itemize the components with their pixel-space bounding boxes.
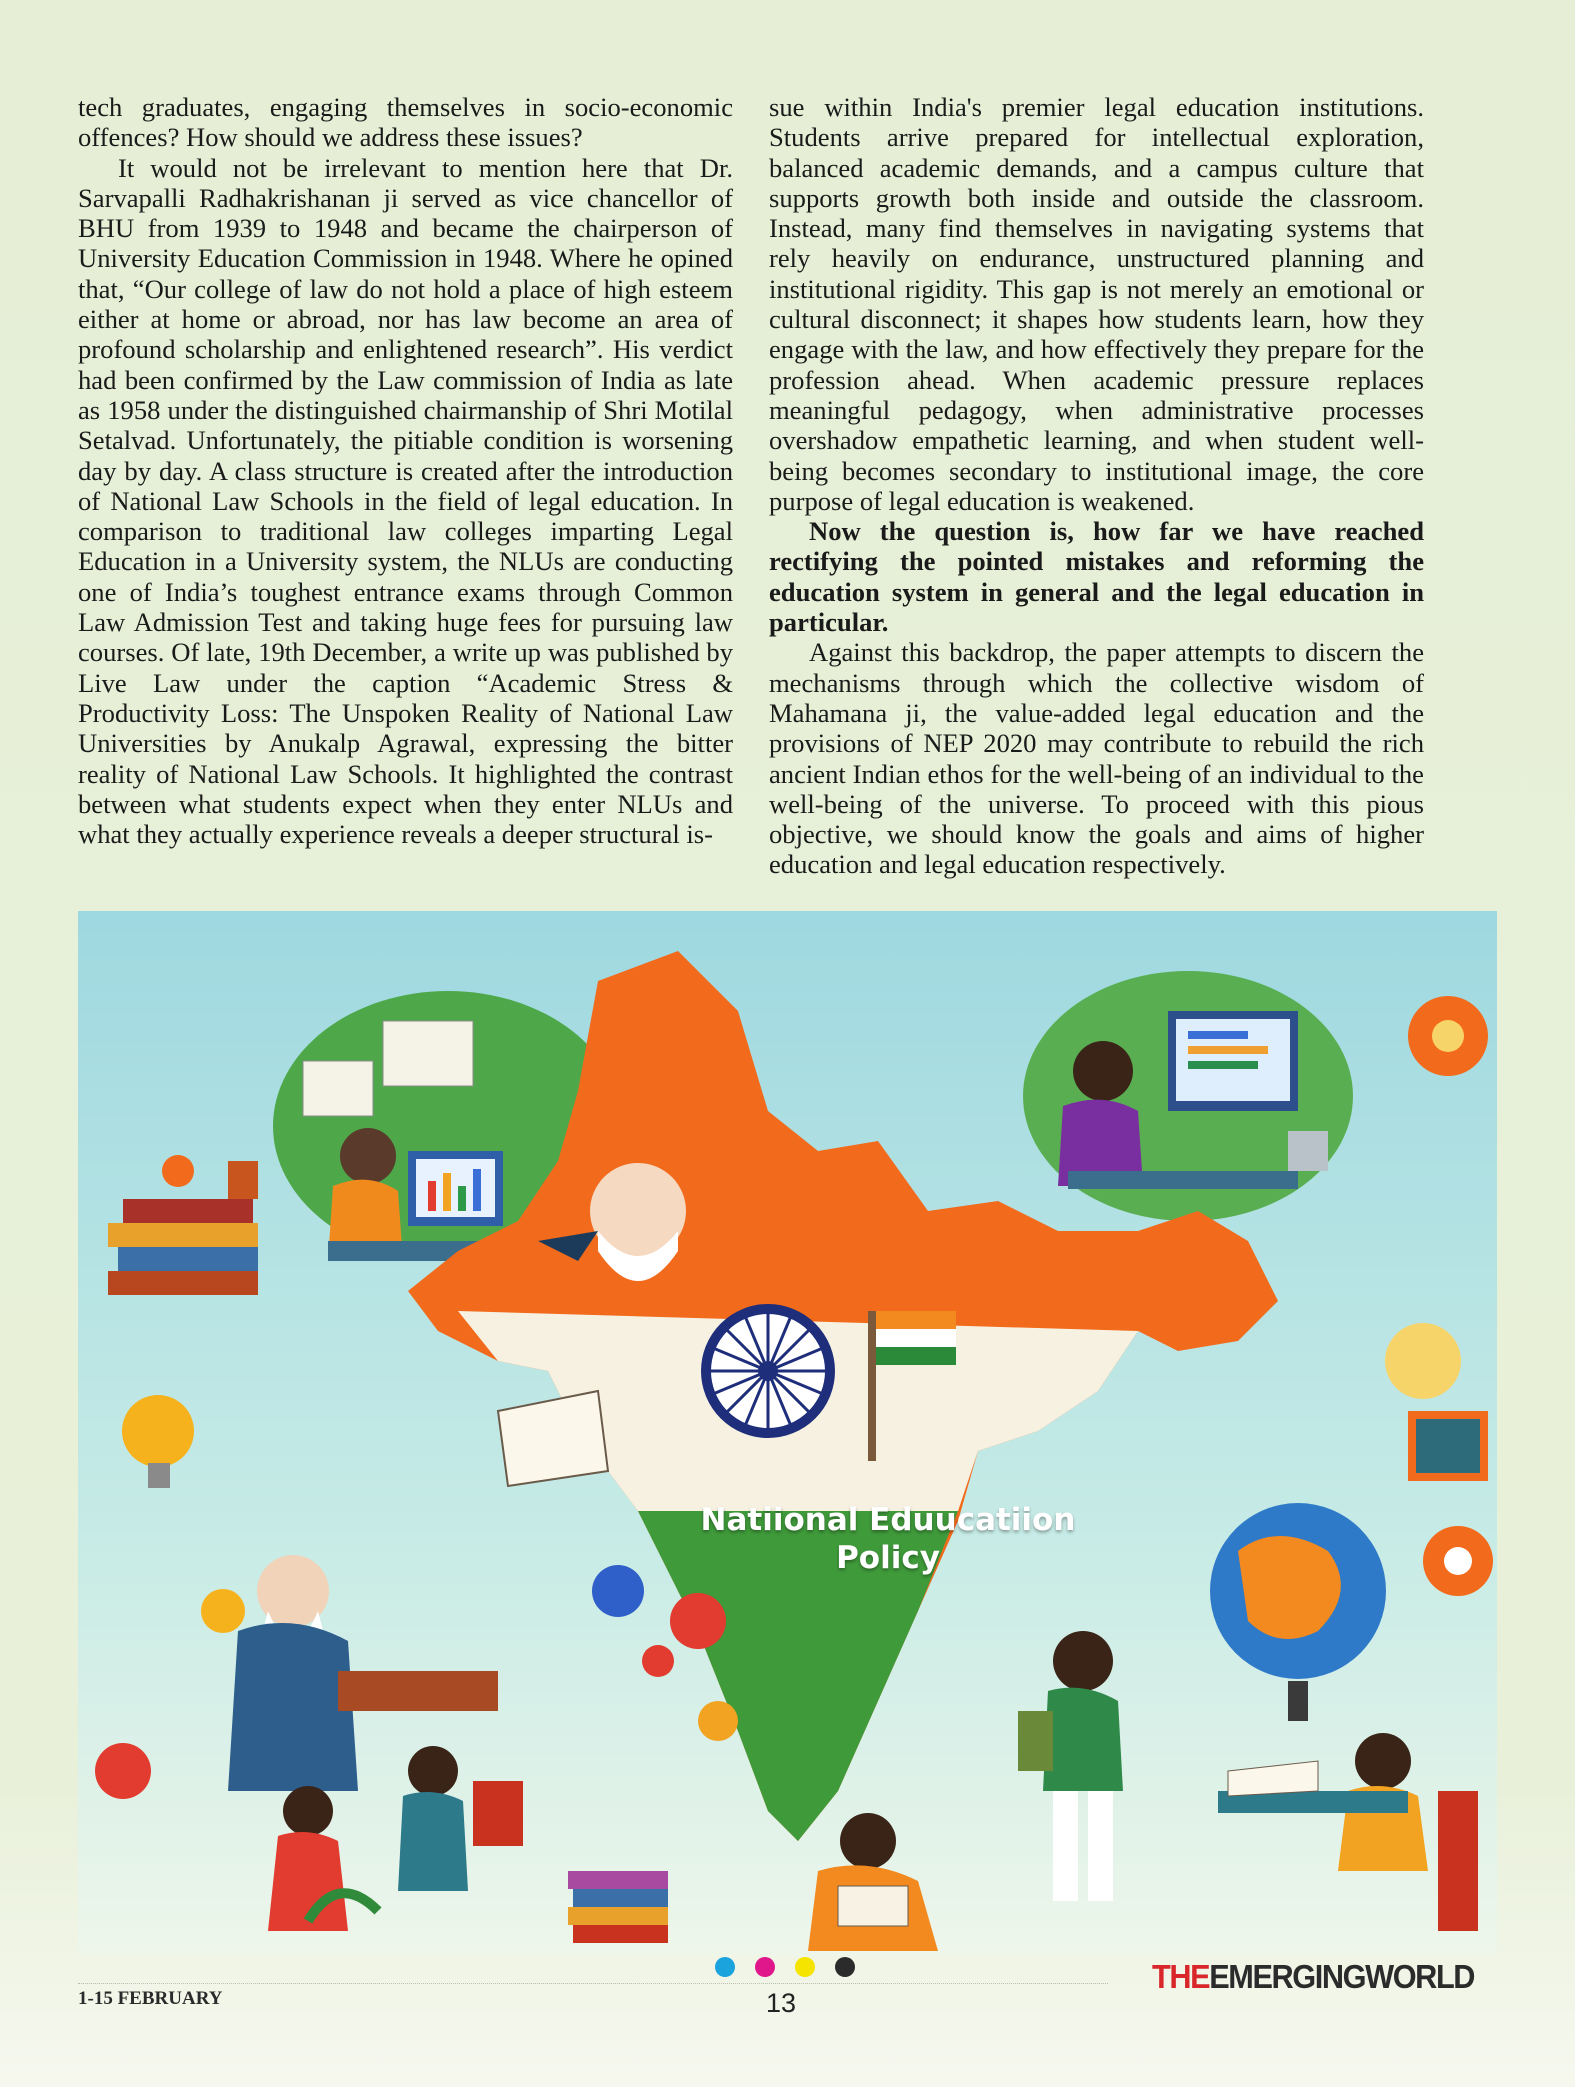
issue-date: 1-15 FEBRUARY (78, 1988, 223, 2009)
paragraph: tech graduates, engaging themselves in socio-economic offences? How should we address these issues? (78, 92, 733, 153)
nep-illustration (78, 911, 1497, 1956)
caption-line-1: Natiional Eduucatiion (700, 1502, 1076, 1538)
book-stack-icon (568, 1871, 668, 1943)
right-column (769, 92, 1424, 892)
caption-line-2: Policy (836, 1540, 940, 1576)
paragraph: It would not be irrelevant to mention here that Dr. Sarvapalli Radhakrishanan ji served as vice chancellor of BHU from 1939 to 1948 and became the chairperson of University Education Commission in 1948. Where he opined that, “Our college of law do not hold a place of high esteem either at home or abroad, nor has law become an area of profound scholarship and enlightened research”. His verdict had been confirmed by the Law commission of India as late as 1958 under the distinguished chairmanship of Shri Motilal Setalvad. Unfortunately, the pitiable condition is worsening day by day. A class structure is created after the introduction of National Law Schools in the field of legal education. In comparison to traditional law colleges imparting Legal Education in a University system, the NLUs are conducting one of India’s toughest entrance exams through Common Law Admission Test and taking huge fees for pursuing law courses. Of late, 19th December, a write up was published by Live Law under the caption “Academic Stress & Productivity Loss: The Unspoken Reality of National Law Universities by Anukalp Agrawal, expressing the bitter reality of National Law Schools. It highlighted the contrast between what students expect when they enter NLUs and what they actually experience reveals a deeper structural is- (78, 152, 733, 850)
left-column (78, 92, 733, 892)
page-number: 13 (766, 1988, 797, 2018)
article-body (78, 92, 1424, 892)
figure-caption (698, 1501, 1078, 1577)
paragraph: Against this backdrop, the paper attempts to discern the mechanisms through which the collective wisdom of Mahamana ji, the value-added legal education and the provisions of NEP 2020 may contribute to rebuild the rich ancient Indian ethos for the well-being of an individual to the well-being of the universe. To proceed with this pious objective, we should know the goals and aims of higher education and legal education respectively. (769, 637, 1424, 880)
student-figure (1053, 1631, 1113, 1691)
lightbulb-icon (122, 1395, 194, 1467)
registration-dots (715, 1957, 855, 1977)
highlighted-paragraph: Now the question is, how far we have reached rectifying the pointed mistakes and reforming the education system in general and the legal education in particular. (769, 516, 1424, 638)
yellow-dot (795, 1957, 815, 1977)
masthead-the: THE (1152, 1958, 1210, 1995)
paragraph: sue within India's premier legal education institutions. Students arrive prepared for intellectual exploration, balanced academic demands, and a campus culture that supports growth both inside and outside the classroom. Instead, many find themselves in navigating systems that rely heavily on endurance, unstructured planning and institutional rigidity. This gap is not merely an emotional or cultural disconnect; it shapes how students learn, how they engage with the law, and how effectively they prepare for the profession ahead. When academic pressure replaces meaningful pedagogy, when administrative processes overshadow empathetic learning, and when student well-being becomes secondary to institutional image, the core purpose of legal education is weakened. (769, 92, 1424, 516)
masthead-logo (1152, 1958, 1474, 1996)
magenta-dot (755, 1957, 775, 1977)
cyan-dot (715, 1957, 735, 1977)
masthead-rest: EMERGINGWORLD (1209, 1958, 1475, 1995)
flag-icon (868, 1311, 876, 1461)
black-dot (835, 1957, 855, 1977)
illustration-art (78, 911, 1497, 1956)
footer-rule (78, 1983, 1108, 1984)
decorative-icon (1385, 1323, 1461, 1399)
